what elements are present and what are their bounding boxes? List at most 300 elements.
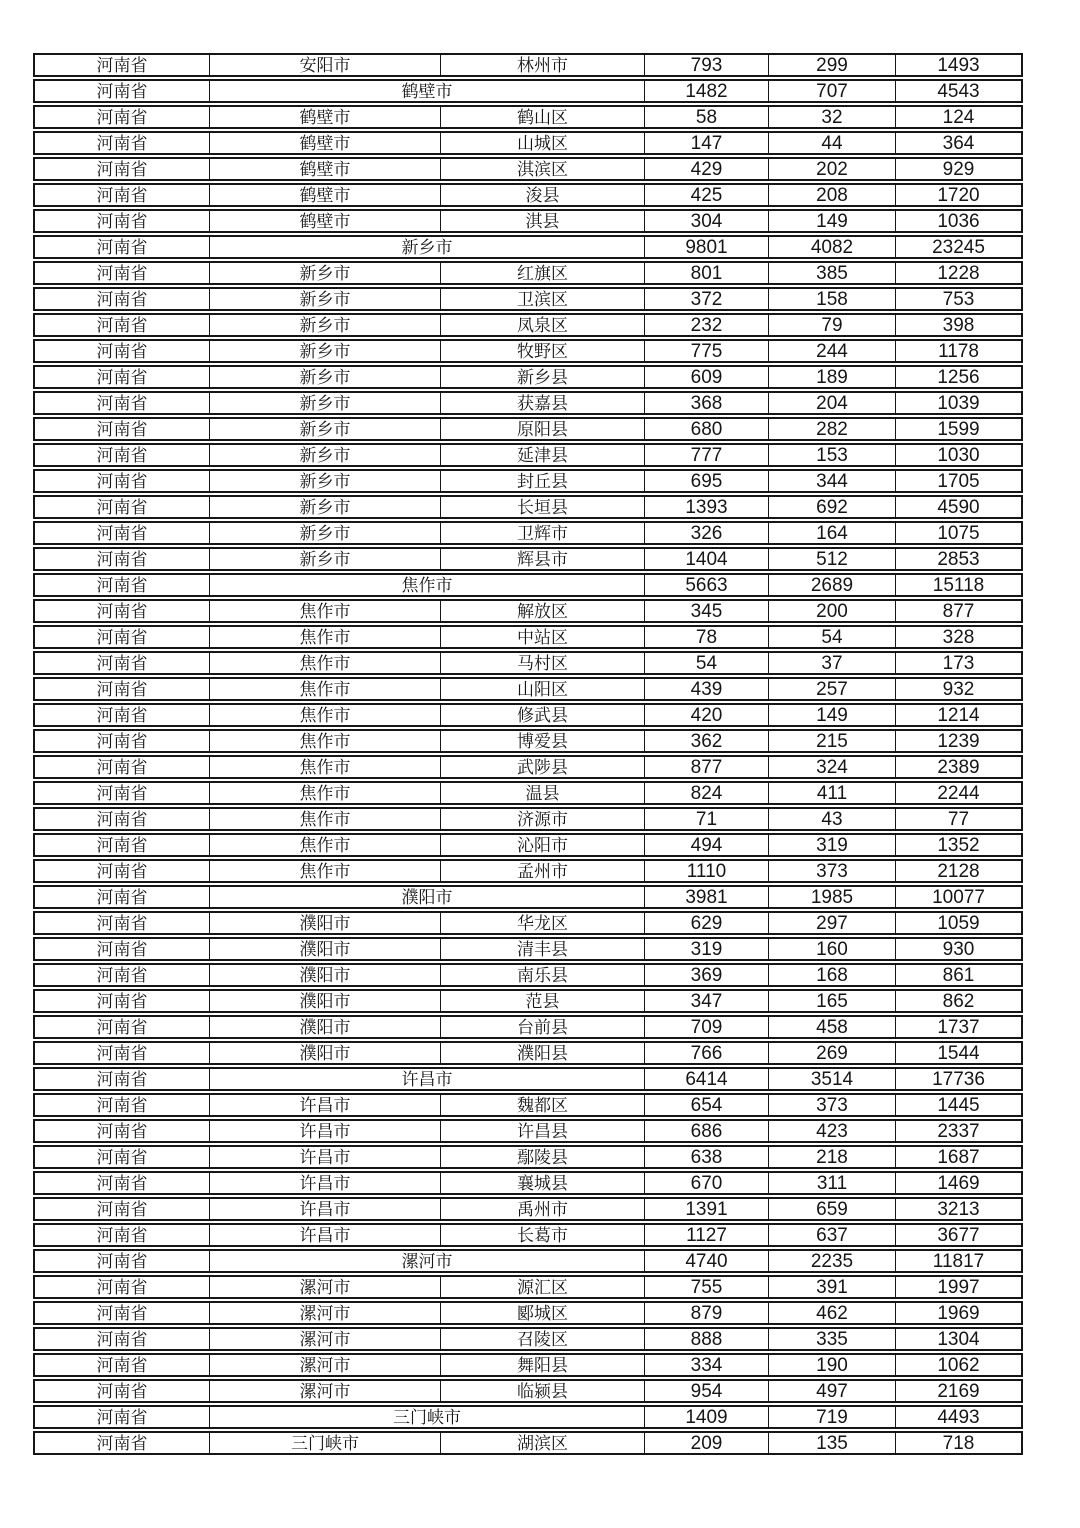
cell-province: 河南省 [35,991,210,1011]
cell-city: 鹤壁市 [210,107,441,127]
cell-district: 牧野区 [441,341,645,361]
cell-province: 河南省 [35,1225,210,1245]
cell-value-1: 209 [645,1433,769,1453]
cell-value-3: 23245 [932,237,985,257]
cell-province: 河南省 [35,1355,210,1375]
cell-value-2: 208 [769,185,896,205]
cell-city: 濮阳市 [210,991,441,1011]
cell-district: 武陟县 [441,757,645,777]
cell-value-3: 124 [942,107,975,127]
cell-province: 河南省 [35,1095,210,1115]
table-row [33,495,1023,519]
cell-district: 台前县 [441,1017,645,1037]
cell-value-2: 153 [769,445,896,465]
cell-value-3: 1493 [937,55,980,75]
table-row [33,521,1023,545]
table-row [33,703,1023,727]
cell-district: 范县 [441,991,645,1011]
cell-province: 河南省 [35,1277,210,1297]
cell-value-1: 1391 [645,1199,769,1219]
cell-value-2: 423 [769,1121,896,1141]
cell-value-2: 160 [769,939,896,959]
cell-value-1: 755 [645,1277,769,1297]
cell-city: 新乡市 [210,341,441,361]
cell-city: 鹤壁市 [210,159,441,179]
cell-province: 河南省 [35,1381,210,1401]
cell-district: 解放区 [441,601,645,621]
cell-district: 湖滨区 [441,1433,645,1453]
cell-city: 漯河市 [210,1329,441,1349]
cell-value-1: 78 [645,627,769,647]
cell-value-2: 164 [769,523,896,543]
cell-district: 修武县 [441,705,645,725]
cell-value-2: 458 [769,1017,896,1037]
cell-value-2: 4082 [769,237,896,257]
cell-city-merged: 鹤壁市 [210,81,645,101]
cell-province: 河南省 [35,289,210,309]
cell-city: 漯河市 [210,1381,441,1401]
cell-district: 华龙区 [441,913,645,933]
cell-province: 河南省 [35,263,210,283]
cell-value-3: 1352 [937,835,980,855]
cell-province: 河南省 [35,939,210,959]
cell-value-3: 862 [942,991,975,1011]
cell-value-3: 2244 [937,783,980,803]
cell-value-2: 373 [769,861,896,881]
cell-district: 南乐县 [441,965,645,985]
cell-city: 漯河市 [210,1355,441,1375]
table-row [33,1379,1023,1403]
cell-city: 焦作市 [210,783,441,803]
cell-province: 河南省 [35,81,210,101]
table-row [33,1067,1023,1091]
cell-value-3: 328 [942,627,975,647]
cell-city: 新乡市 [210,263,441,283]
table-row [33,625,1023,649]
cell-district: 清丰县 [441,939,645,959]
cell-province: 河南省 [35,1433,210,1453]
cell-value-1: 3981 [645,887,769,907]
cell-value-2: 411 [769,783,896,803]
cell-value-3: 1997 [937,1277,980,1297]
cell-value-2: 190 [769,1355,896,1375]
cell-value-2: 200 [769,601,896,621]
cell-value-1: 793 [645,55,769,75]
cell-value-3: 17736 [932,1069,985,1089]
cell-value-3: 10077 [932,887,985,907]
cell-city: 新乡市 [210,445,441,465]
table-row [33,131,1023,155]
cell-value-1: 326 [645,523,769,543]
cell-value-1: 5663 [645,575,769,595]
cell-city: 新乡市 [210,419,441,439]
cell-value-3: 11817 [932,1251,985,1271]
cell-city: 濮阳市 [210,913,441,933]
cell-value-2: 149 [769,705,896,725]
cell-value-2: 282 [769,419,896,439]
cell-city: 鹤壁市 [210,211,441,231]
cell-value-1: 6414 [645,1069,769,1089]
cell-value-1: 709 [645,1017,769,1037]
cell-value-1: 147 [645,133,769,153]
table-row [33,1197,1023,1221]
table-row [33,911,1023,935]
table-row [33,365,1023,389]
cell-value-3: 1687 [937,1147,980,1167]
cell-value-2: 189 [769,367,896,387]
cell-district: 鹤山区 [441,107,645,127]
cell-city: 新乡市 [210,549,441,569]
cell-value-3: 1544 [937,1043,980,1063]
cell-value-1: 71 [645,809,769,829]
cell-value-1: 1404 [645,549,769,569]
cell-value-3: 1445 [937,1095,980,1115]
cell-value-3: 364 [942,133,975,153]
cell-province: 河南省 [35,627,210,647]
table-row [33,1275,1023,1299]
table-row [33,989,1023,1013]
cell-value-2: 692 [769,497,896,517]
cell-district: 襄城县 [441,1173,645,1193]
cell-value-1: 609 [645,367,769,387]
table-row [33,53,1023,77]
cell-value-1: 879 [645,1303,769,1323]
cell-district: 长葛市 [441,1225,645,1245]
cell-province: 河南省 [35,315,210,335]
cell-district: 卫辉市 [441,523,645,543]
cell-city: 许昌市 [210,1225,441,1245]
cell-province: 河南省 [35,653,210,673]
table-row [33,1405,1023,1429]
cell-value-1: 368 [645,393,769,413]
cell-value-2: 257 [769,679,896,699]
cell-value-2: 269 [769,1043,896,1063]
cell-province: 河南省 [35,1069,210,1089]
cell-province: 河南省 [35,1017,210,1037]
cell-district: 许昌县 [441,1121,645,1141]
table-row [33,313,1023,337]
cell-value-1: 654 [645,1095,769,1115]
cell-city: 漯河市 [210,1277,441,1297]
table-row [33,469,1023,493]
cell-district: 鄢陵县 [441,1147,645,1167]
cell-value-1: 429 [645,159,769,179]
table-row [33,807,1023,831]
table-row [33,235,1023,259]
cell-value-2: 462 [769,1303,896,1323]
cell-city-merged: 许昌市 [210,1069,645,1089]
cell-value-3: 77 [947,809,970,829]
table-row [33,937,1023,961]
cell-district: 淇滨区 [441,159,645,179]
cell-value-2: 2689 [769,575,896,595]
cell-value-3: 4493 [937,1407,980,1427]
cell-value-1: 58 [645,107,769,127]
cell-value-3: 398 [942,315,975,335]
table-row [33,573,1023,597]
cell-province: 河南省 [35,55,210,75]
cell-city: 新乡市 [210,367,441,387]
cell-city: 焦作市 [210,731,441,751]
cell-city-merged: 新乡市 [210,237,645,257]
cell-district: 舞阳县 [441,1355,645,1375]
cell-province: 河南省 [35,1303,210,1323]
cell-district: 延津县 [441,445,645,465]
cell-district: 临颍县 [441,1381,645,1401]
cell-value-1: 888 [645,1329,769,1349]
cell-value-2: 324 [769,757,896,777]
cell-city: 濮阳市 [210,939,441,959]
cell-district: 济源市 [441,809,645,829]
cell-value-3: 3677 [937,1225,980,1245]
table-row [33,391,1023,415]
cell-value-3: 877 [942,601,975,621]
table-row [33,261,1023,285]
cell-value-3: 1062 [937,1355,980,1375]
cell-value-3: 4590 [937,497,980,517]
cell-value-3: 1256 [937,367,980,387]
table-row [33,1145,1023,1169]
cell-value-2: 719 [769,1407,896,1427]
cell-value-1: 775 [645,341,769,361]
cell-city: 新乡市 [210,471,441,491]
table-row [33,1249,1023,1273]
table-row [33,1327,1023,1351]
cell-province: 河南省 [35,1147,210,1167]
table-row [33,105,1023,129]
table-row [33,1015,1023,1039]
cell-province: 河南省 [35,575,210,595]
cell-value-2: 218 [769,1147,896,1167]
cell-district: 林州市 [441,55,645,75]
table-row [33,1301,1023,1325]
cell-value-1: 347 [645,991,769,1011]
table-row [33,183,1023,207]
cell-province: 河南省 [35,393,210,413]
cell-city-merged: 三门峡市 [210,1407,645,1427]
cell-value-3: 1059 [937,913,980,933]
cell-value-2: 168 [769,965,896,985]
cell-value-2: 43 [769,809,896,829]
cell-district: 红旗区 [441,263,645,283]
cell-value-2: 165 [769,991,896,1011]
cell-value-1: 425 [645,185,769,205]
cell-value-3: 718 [942,1433,975,1453]
table-row [33,885,1023,909]
cell-province: 河南省 [35,211,210,231]
cell-province: 河南省 [35,731,210,751]
cell-province: 河南省 [35,965,210,985]
table-row [33,651,1023,675]
cell-city: 新乡市 [210,497,441,517]
table-row [33,781,1023,805]
cell-value-2: 3514 [769,1069,896,1089]
cell-value-2: 373 [769,1095,896,1115]
cell-province: 河南省 [35,159,210,179]
cell-district: 辉县市 [441,549,645,569]
cell-value-1: 638 [645,1147,769,1167]
cell-province: 河南省 [35,1121,210,1141]
cell-city: 三门峡市 [210,1433,441,1453]
cell-province: 河南省 [35,783,210,803]
cell-value-3: 2337 [937,1121,980,1141]
cell-district: 新乡县 [441,367,645,387]
cell-value-3: 2128 [937,861,980,881]
cell-district: 博爱县 [441,731,645,751]
cell-value-1: 334 [645,1355,769,1375]
cell-city: 许昌市 [210,1199,441,1219]
cell-value-3: 1228 [937,263,980,283]
table-row [33,287,1023,311]
table-row [33,677,1023,701]
cell-province: 河南省 [35,705,210,725]
cell-value-3: 932 [942,679,975,699]
cell-value-3: 173 [942,653,975,673]
cell-value-2: 297 [769,913,896,933]
cell-province: 河南省 [35,445,210,465]
cell-province: 河南省 [35,185,210,205]
cell-value-1: 1409 [645,1407,769,1427]
cell-value-3: 1969 [937,1303,980,1323]
cell-value-2: 319 [769,835,896,855]
cell-value-1: 420 [645,705,769,725]
cell-province: 河南省 [35,497,210,517]
cell-city: 漯河市 [210,1303,441,1323]
cell-value-3: 3213 [937,1199,980,1219]
cell-value-2: 202 [769,159,896,179]
cell-value-2: 204 [769,393,896,413]
cell-value-1: 372 [645,289,769,309]
cell-province: 河南省 [35,679,210,699]
cell-value-3: 861 [942,965,975,985]
cell-city: 焦作市 [210,809,441,829]
cell-value-1: 1110 [645,861,769,881]
cell-value-2: 1985 [769,887,896,907]
cell-district: 禹州市 [441,1199,645,1219]
cell-city: 焦作市 [210,679,441,699]
cell-city: 焦作市 [210,627,441,647]
cell-value-1: 439 [645,679,769,699]
cell-value-1: 680 [645,419,769,439]
table-row [33,729,1023,753]
table-row [33,547,1023,571]
table-row [33,1041,1023,1065]
cell-province: 河南省 [35,1043,210,1063]
table-row [33,417,1023,441]
cell-value-2: 54 [769,627,896,647]
cell-district: 卫滨区 [441,289,645,309]
table-row [33,1093,1023,1117]
cell-value-2: 135 [769,1433,896,1453]
cell-value-3: 2169 [937,1381,980,1401]
cell-value-2: 149 [769,211,896,231]
cell-province: 河南省 [35,107,210,127]
cell-city: 焦作市 [210,835,441,855]
cell-value-3: 1239 [937,731,980,751]
cell-value-1: 824 [645,783,769,803]
cell-value-3: 1030 [937,445,980,465]
cell-value-1: 877 [645,757,769,777]
cell-value-3: 1214 [937,705,980,725]
cell-value-1: 695 [645,471,769,491]
table-row [33,157,1023,181]
cell-province: 河南省 [35,133,210,153]
cell-value-3: 1036 [937,211,980,231]
cell-district: 濮阳县 [441,1043,645,1063]
table-row [33,1431,1023,1455]
cell-province: 河南省 [35,471,210,491]
cell-value-1: 494 [645,835,769,855]
cell-value-1: 954 [645,1381,769,1401]
cell-value-1: 9801 [645,237,769,257]
cell-province: 河南省 [35,1251,210,1271]
cell-value-1: 1482 [645,81,769,101]
cell-value-2: 311 [769,1173,896,1193]
cell-city-merged: 焦作市 [210,575,645,595]
cell-district: 召陵区 [441,1329,645,1349]
cell-value-2: 385 [769,263,896,283]
cell-city: 安阳市 [210,55,441,75]
cell-district: 沁阳市 [441,835,645,855]
cell-value-2: 37 [769,653,896,673]
cell-value-1: 232 [645,315,769,335]
cell-value-3: 2389 [937,757,980,777]
cell-district: 孟州市 [441,861,645,881]
cell-value-2: 335 [769,1329,896,1349]
cell-province: 河南省 [35,419,210,439]
cell-value-3: 930 [942,939,975,959]
cell-value-1: 362 [645,731,769,751]
cell-value-3: 1599 [937,419,980,439]
cell-province: 河南省 [35,367,210,387]
cell-value-2: 512 [769,549,896,569]
cell-district: 温县 [441,783,645,803]
cell-district: 源汇区 [441,1277,645,1297]
cell-value-2: 344 [769,471,896,491]
table-row [33,963,1023,987]
cell-city: 濮阳市 [210,1043,441,1063]
table-row [33,1223,1023,1247]
cell-province: 河南省 [35,549,210,569]
cell-value-3: 1469 [937,1173,980,1193]
cell-district: 淇县 [441,211,645,231]
cell-value-2: 637 [769,1225,896,1245]
cell-city: 新乡市 [210,289,441,309]
cell-value-3: 1039 [937,393,980,413]
table-row [33,599,1023,623]
table-row [33,79,1023,103]
cell-city: 焦作市 [210,653,441,673]
cell-value-2: 707 [769,81,896,101]
cell-province: 河南省 [35,913,210,933]
cell-value-2: 244 [769,341,896,361]
cell-value-2: 32 [769,107,896,127]
cell-value-1: 766 [645,1043,769,1063]
table-row [33,339,1023,363]
cell-city: 濮阳市 [210,1017,441,1037]
cell-city: 鹤壁市 [210,133,441,153]
cell-city: 鹤壁市 [210,185,441,205]
cell-province: 河南省 [35,835,210,855]
table-row [33,1353,1023,1377]
cell-value-2: 79 [769,315,896,335]
cell-district: 原阳县 [441,419,645,439]
cell-value-3: 1737 [937,1017,980,1037]
cell-province: 河南省 [35,861,210,881]
cell-value-3: 2853 [937,549,980,569]
cell-value-3: 753 [942,289,975,309]
cell-city: 焦作市 [210,601,441,621]
